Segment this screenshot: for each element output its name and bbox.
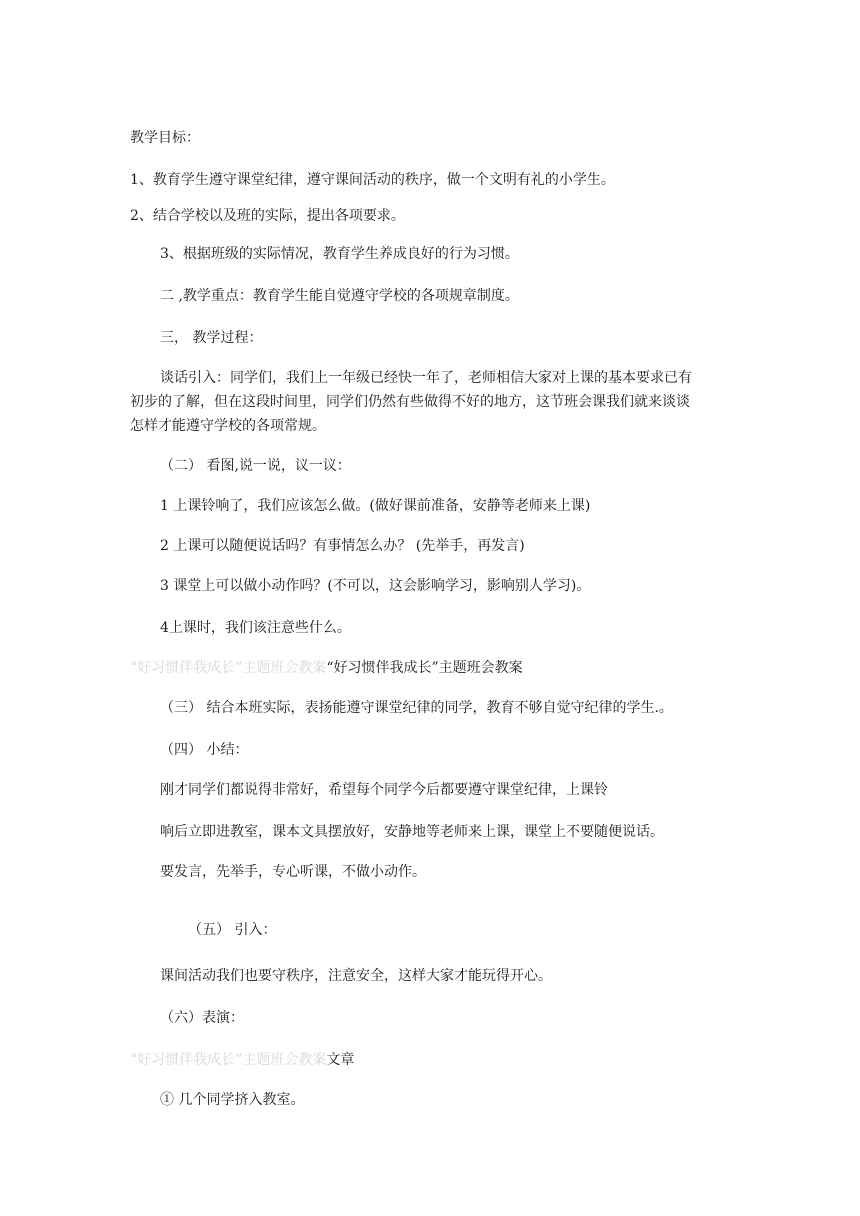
article-suffix: 文章	[326, 1052, 355, 1068]
key-point: 二 ,教学重点：教育学生能自觉遵守学校的各项规章制度。	[160, 288, 519, 304]
intro-line-2: 初步的了解，但在这段时间里，同学们仍然有些做得不好的地方，这节班会课我们就来谈谈	[130, 394, 690, 410]
question-4: 4上课时，我们该注意些什么。	[160, 620, 351, 636]
document-title: “好习惯伴我成长”主题班会教案	[326, 660, 523, 676]
summary-line-3: 要发言，先举手，专心听课，不做小动作。	[160, 864, 426, 880]
step-6: （六）表演：	[160, 1010, 244, 1026]
question-3: 3 课堂上可以做小动作吗？(不可以，这会影响学习，影响别人学习)。	[160, 578, 591, 594]
summary-line-1: 刚才同学们都说得非常好，希望每个同学今后都要遵守课堂纪律，上课铃	[160, 782, 608, 798]
intro-line-1: 谈话引入：同学们，我们上一年级已经快一年了，老师相信大家对上课的基本要求已有	[160, 370, 692, 386]
watermark-title: “好习惯伴我成长”主题班会教案	[130, 660, 327, 676]
question-1: 1 上课铃响了，我们应该怎么做。(做好课前准备，安静等老师来上课)	[160, 498, 591, 514]
summary-line-2: 响后立即进教室，课本文具摆放好，安静地等老师来上课，课堂上不要随便说话。	[160, 824, 664, 840]
recess-text: 课间活动我们也要守秩序，注意安全，这样大家才能玩得开心。	[160, 968, 552, 984]
article-line	[130, 1050, 354, 1070]
step-3: （三） 结合本班实际，表扬能遵守课堂纪律的同学，教育不够自觉守纪律的学生.。	[160, 700, 673, 716]
teaching-goals-heading: 教学目标：	[130, 130, 200, 146]
act-1: ① 几个同学挤入教室。	[160, 1092, 305, 1108]
question-2: 2 上课可以随便说话吗？有事情怎么办？ (先举手，再发言)	[160, 538, 525, 554]
watermark-title-2: “好习惯伴我成长”主题班会教案	[130, 1052, 327, 1068]
process-heading: 三， 教学过程：	[160, 330, 263, 346]
goal-1: 1、教育学生遵守课堂纪律，遵守课间活动的秩序，做一个文明有礼的小学生。	[130, 172, 615, 188]
step-4: （四） 小结：	[160, 742, 249, 758]
intro-line-3: 怎样才能遵守学校的各项常规。	[130, 418, 326, 434]
step-2: （二） 看图,说一说，议一议：	[160, 458, 351, 474]
goal-3: 3、根据班级的实际情况，教育学生养成良好的行为习惯。	[160, 246, 519, 262]
step-5: （五） 引入：	[188, 922, 277, 938]
goal-2: 2、结合学校以及班的实际，提出各项要求。	[130, 208, 405, 224]
title-line	[130, 658, 523, 678]
